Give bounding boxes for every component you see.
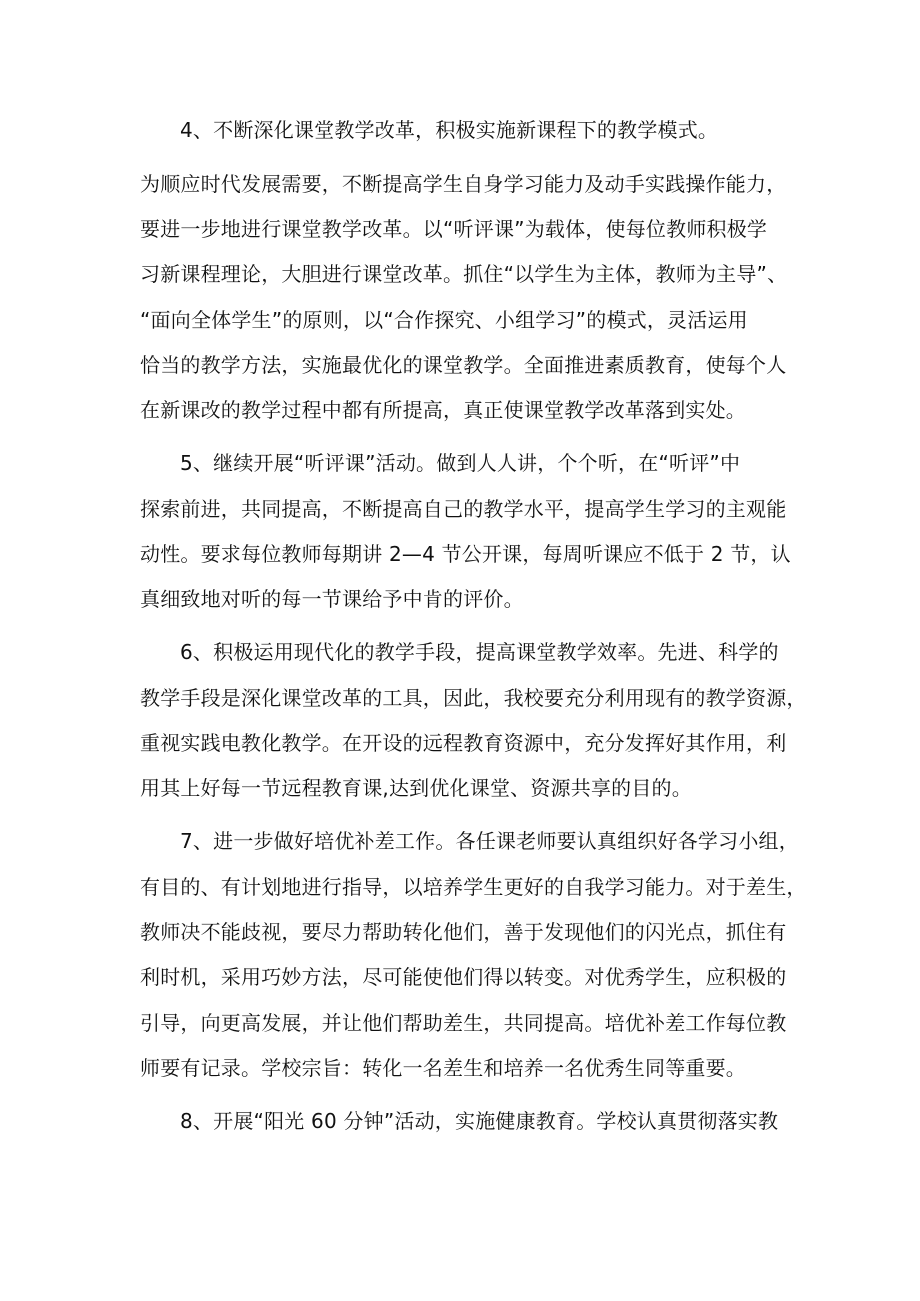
text-line: 师要有记录。学校宗旨：转化一名差生和培养一名优秀生同等重要。 — [140, 1056, 746, 1080]
text-line: 引导，向更高发展，并让他们帮助差生，共同提高。培优补差工作每位教 — [140, 1011, 787, 1035]
text-line: 真细致地对听的每一节课给予中肯的评价。 — [140, 587, 524, 611]
text-line: 6、积极运用现代化的教学手段，提高课堂教学效率。先进、科学的 — [180, 640, 779, 664]
text-line: 利时机，采用巧妙方法，尽可能使他们得以转变。对优秀学生，应积极的 — [140, 965, 787, 989]
text-line: 7、进一步做好培优补差工作。各任课老师要认真组织好各学习小组， — [180, 829, 799, 853]
text-line: 8、开展“阳光 60 分钟”活动，实施健康教育。学校认真贯彻落实教 — [180, 1109, 779, 1133]
text-line: 教师决不能歧视，要尽力帮助转化他们，善于发现他们的闪光点，抓住有 — [140, 920, 787, 944]
text-line: 用其上好每一节远程教育课,达到优化课堂、资源共享的目的。 — [140, 776, 692, 800]
text-line: 5、继续开展“听评课”活动。做到人人讲，个个听，在“听评”中 — [180, 451, 741, 475]
text-line: 有目的、有计划地进行指导，以培养学生更好的自我学习能力。对于差生， — [140, 875, 807, 899]
text-line: 重视实践电教化教学。在开设的远程教育资源中，充分发挥好其作用，利 — [140, 731, 787, 755]
text-line: 在新课改的教学过程中都有所提高，真正使课堂教学改革落到实处。 — [140, 398, 746, 422]
text-line: 探索前进，共同提高，不断提高自己的教学水平，提高学生学习的主观能 — [140, 497, 787, 521]
text-line: “面向全体学生”的原则，以“合作探究、小组学习”的模式，灵活运用 — [140, 308, 748, 332]
text-line: 要进一步地进行课堂教学改革。以“听评课”为载体，使每位教师积极学 — [140, 217, 768, 241]
text-line: 习新课程理论，大胆进行课堂改革。抓住“以学生为主体，教师为主导”、 — [140, 262, 788, 286]
text-line: 动性。要求每位教师每期讲 2—4 节公开课，每周听课应不低于 2 节，认 — [140, 542, 791, 566]
text-line: 教学手段是深化课堂改革的工具，因此，我校要充分利用现有的教学资源， — [140, 686, 807, 710]
text-line: 恰当的教学方法，实施最优化的课堂教学。全面推进素质教育，使每个人 — [140, 353, 787, 377]
text-line: 4、不断深化课堂教学改革，积极实施新课程下的教学模式。 — [180, 118, 719, 142]
text-line: 为顺应时代发展需要，不断提高学生自身学习能力及动手实践操作能力， — [140, 172, 787, 196]
